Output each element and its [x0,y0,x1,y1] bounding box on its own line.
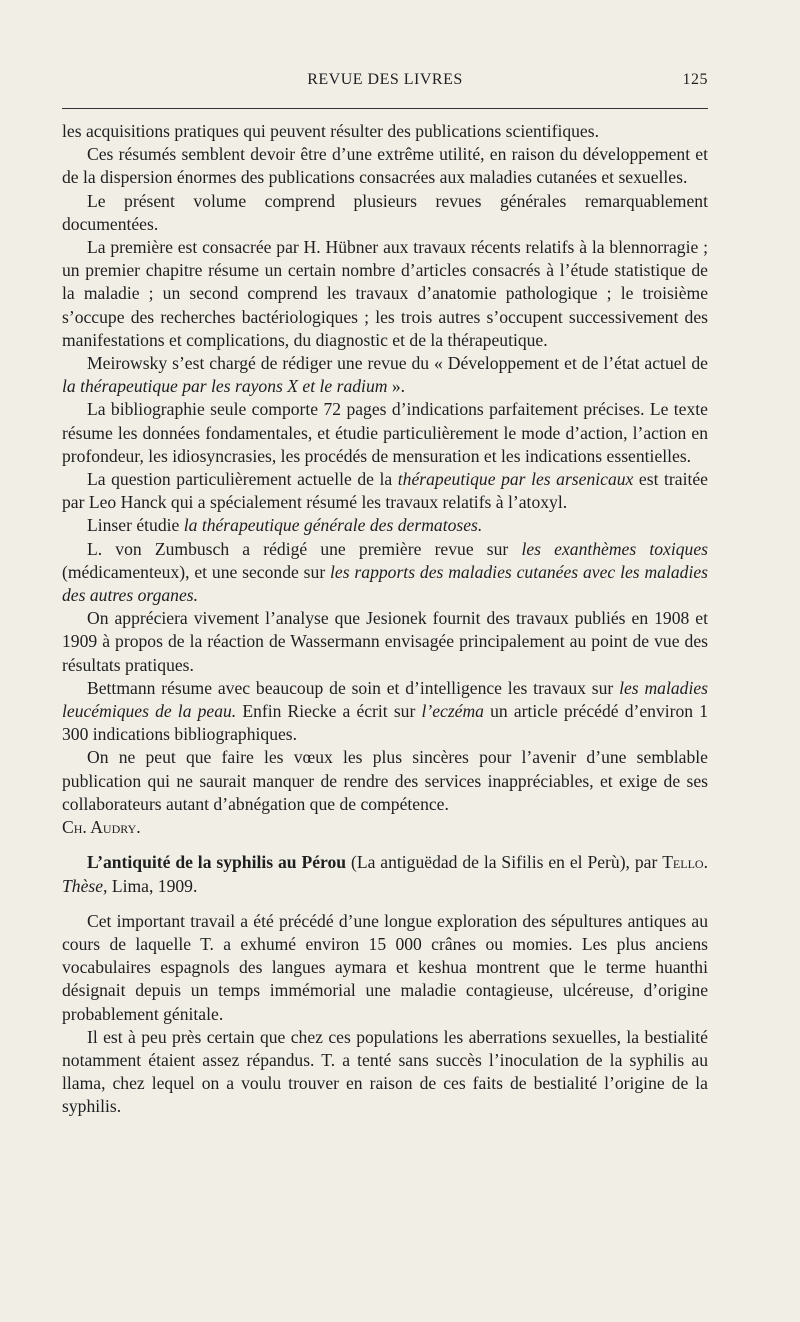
text-run: Enfin Riecke a écrit sur [236,701,422,722]
paragraph [62,677,708,747]
italic-title: les rapports des maladies cutanées avec les maladies des autres organes. [62,561,708,606]
paragraph [62,468,708,514]
text-run: est traitée par Leo Hanck qui a spécialement résumé les travaux relatifs à l’atoxyl. [62,469,708,513]
paragraph [62,352,708,398]
text-run: La question particulièrement actuelle de la [87,469,398,490]
paragraph: La première est consacrée par H. Hübner aux travaux récents relatifs à la blennorragie ; un premier chapitre résume un certain nombre d’articles consacrés à l’étude statistique de la maladie ; un second comprend les travaux d’anatomie pathologique ; le troisième s’occupe des recherches bactériologiques ; les trois autres s’occupent successivement des manifestations et complications, du diagnostic et de la thérapeutique. [62,237,708,350]
text-run: Linser étudie [87,515,184,536]
paragraph [62,514,708,537]
paragraph [62,538,708,608]
text-run: Meirowsky s’est chargé de rédiger une revue du « Développement et de l’état actuel de [87,353,708,374]
running-title: REVUE DES LIVRES [307,71,463,88]
page-number: 125 [682,71,708,88]
text-run: (médicamenteux), et une seconde sur [62,561,331,582]
text-run: (La antiguëdad de la Sifilis en el Perù), par [346,852,663,873]
paragraph: Il est à peu près certain que chez ces populations les aberrations sexuelles, la bestialité notamment étaient assez répandus. T. a tenté sans succès l’inoculation de la syphilis au llama, chez lequel on a voulu trouver en raison de ces faits de bestialité l’origine de la syphilis. [62,1026,708,1117]
italic-title: la thérapeutique générale des dermatoses. [183,515,483,536]
italic-title: l’eczéma [421,701,484,722]
paragraph: Ces résumés semblent devoir être d’une extrême utilité, en raison du développement et de la dispersion énormes des publications consacrées aux maladies cutanées et sexuelles. [62,144,708,188]
paragraph-continuation: les acquisitions pratiques qui peuvent résulter des publications scientifiques. [62,121,599,141]
italic-title: les exanthèmes toxiques [521,538,709,559]
italic-title: les maladies leucémiques de la peau. [62,677,708,722]
paragraph: Le présent volume comprend plusieurs revues générales remarquablement documentées. [62,190,708,234]
paragraph: On appréciera vivement l’analyse que Jesionek fournit des travaux publiés en 1908 et 1909 à propos de la réaction de Wassermann envisagée principalement au point de vue des résultats pratiques. [62,608,708,675]
running-header [62,71,708,97]
italic-title: la thérapeutique par les rayons X et le radium [62,376,388,397]
text-run: . [703,852,708,873]
italic-title: thérapeutique par les arsenicaux [397,469,634,490]
paragraph: On ne peut que faire les vœux les plus sincères pour l’avenir d’une semblable publication qui ne saurait manquer de rendre des services inappréciables, et exige de ses collaborateurs autant d’abnégation que de compétence. [62,747,708,814]
review-author: Tello [662,852,704,873]
review-signature: Ch. Audry. [62,817,141,838]
text-run: L. von Zumbusch a rédigé une première revue sur [87,538,522,559]
review-heading [62,851,708,897]
text-run: Lima, 1909. [107,875,198,896]
paragraph: La bibliographie seule comporte 72 pages d’indications parfaitement précises. Le texte résume les données fondamentales, et étudie particulièrement le mode d’action, l’action en profondeur, les idiosyncrasies, les procédés de mensuration et les indications essentielles. [62,399,708,466]
page-body [62,120,708,1119]
text-run: ». [387,376,406,397]
paragraph: Cet important travail a été précédé d’une longue exploration des sépultures antiques au cours de laquelle T. a exhumé environ 15 000 crânes ou momies. Les plus anciens vocabulaires espagnols des langues aymara et keshua montrent que le terme huanthi désignait depuis un temps immémorial une maladie contagieuse, ulcéreuse, d’origine probablement génitale. [62,910,708,1024]
text-run: un article précédé d’environ 1 300 indications bibliographiques. [62,701,709,745]
text-run: Bettmann résume avec beaucoup de soin et d’intelligence les travaux sur [87,677,620,698]
italic-title: Thèse, [62,875,108,896]
review-title: L’antiquité de la syphilis au Pérou [87,852,347,873]
spacer [62,898,708,910]
header-rule [62,108,708,109]
